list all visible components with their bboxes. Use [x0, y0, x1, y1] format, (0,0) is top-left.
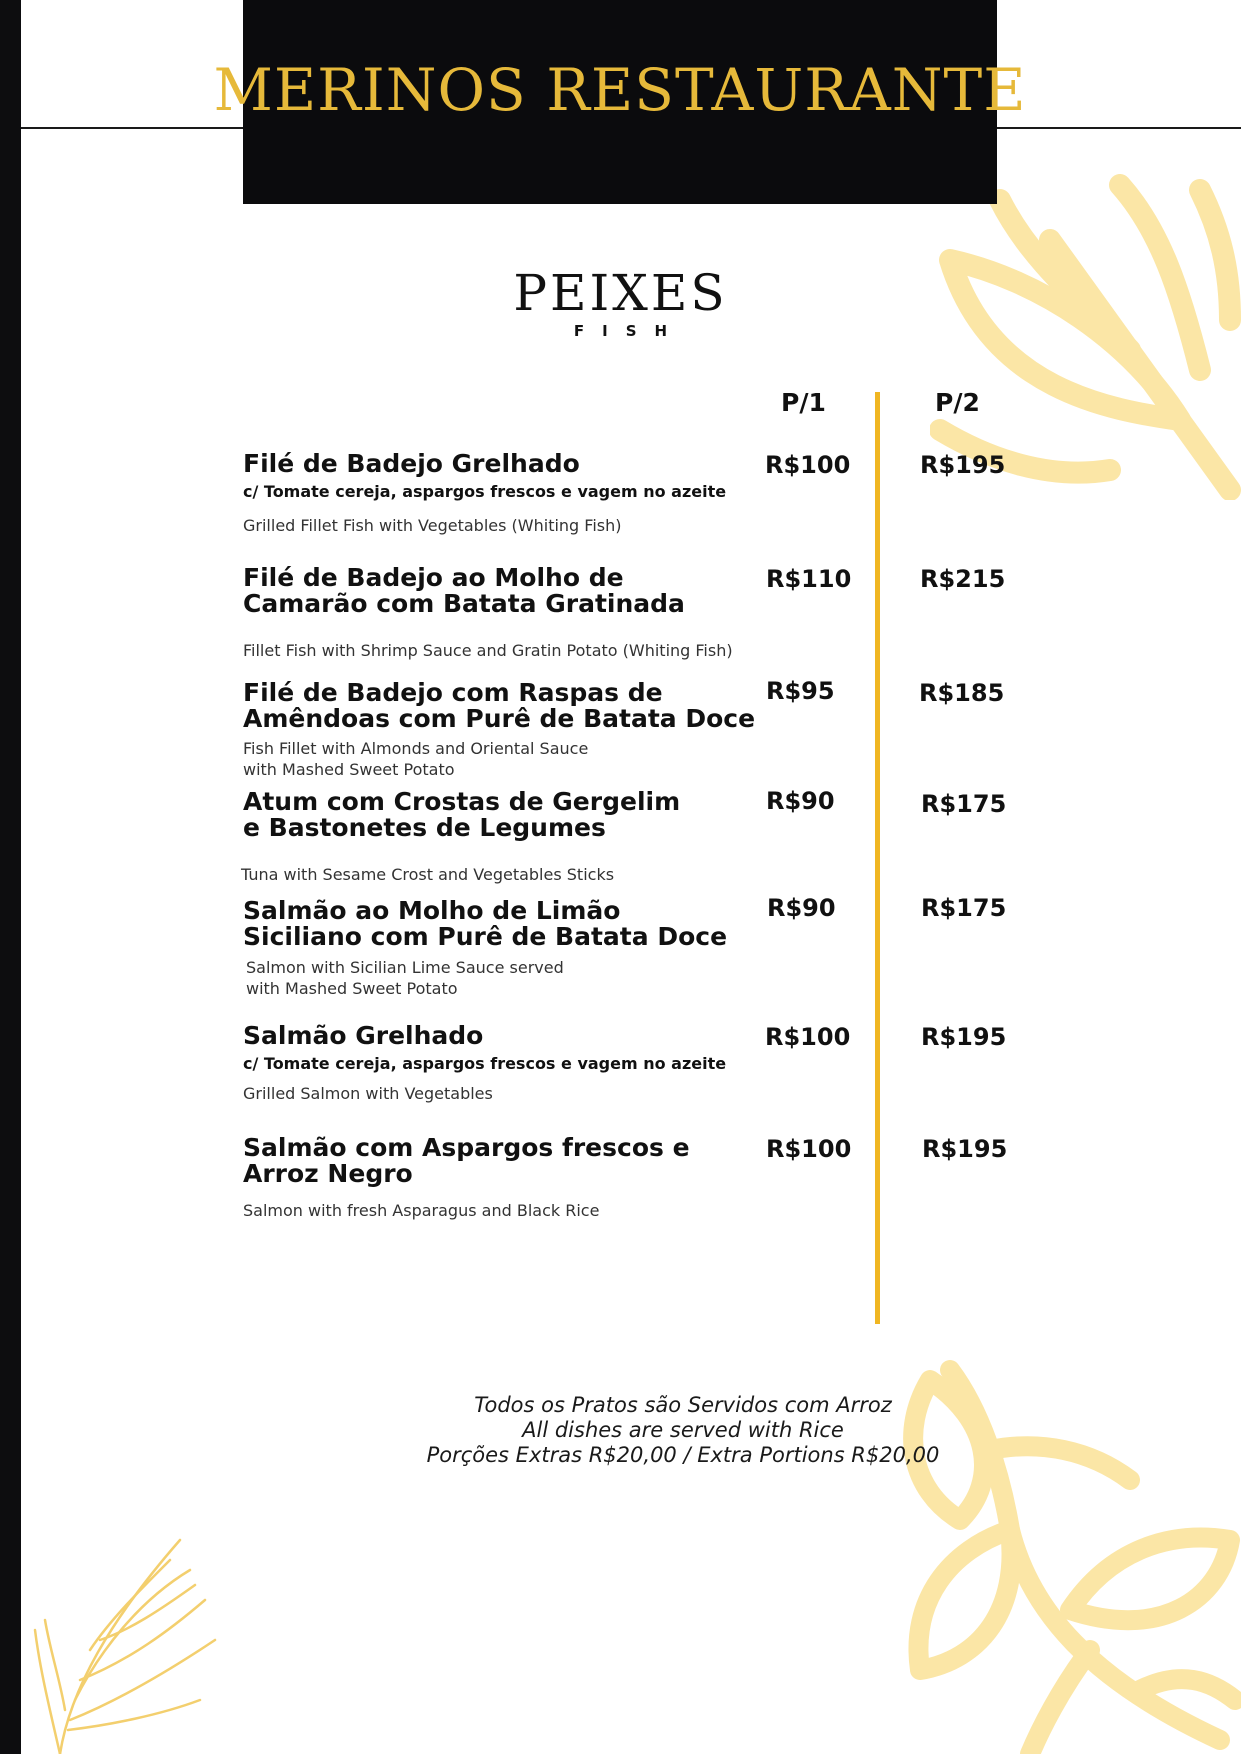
menu-item — [243, 898, 963, 999]
menu-item — [243, 565, 963, 661]
dish-note: c/ Tomate cereja, aspargos frescos e vagem no azeite — [243, 1054, 727, 1073]
price-p1: R$100 — [765, 451, 851, 479]
menu-item — [243, 1023, 963, 1104]
price-p1: R$90 — [767, 894, 836, 922]
header-rule-left — [21, 127, 243, 129]
dish-note: c/ Tomate cereja, aspargos frescos e vagem no azeite — [243, 482, 727, 501]
menu-footer-note — [0, 1393, 1241, 1468]
price-p2: R$175 — [921, 894, 1007, 922]
menu-item — [243, 1135, 963, 1221]
footer-line-1: Todos os Pratos são Servidos com Arroz — [474, 1393, 892, 1417]
footer-line-2: All dishes are served with Rice — [522, 1418, 844, 1442]
dish-description: Fish Fillet with Almonds and Oriental Sauce with Mashed Sweet Potato — [243, 739, 589, 779]
dish-name: Filé de Badejo ao Molho de Camarão com Batata Gratinada — [243, 563, 685, 618]
restaurant-name: MERINOS RESTAURANTE — [213, 56, 1027, 124]
price-p2: R$195 — [920, 451, 1006, 479]
dish-name: Filé de Badejo Grelhado — [243, 449, 580, 478]
price-p1: R$100 — [765, 1023, 851, 1051]
dish-name: Salmão com Aspargos frescos e Arroz Negro — [243, 1133, 690, 1188]
dish-name: Atum com Crostas de Gergelim e Bastonetes de Legumes — [243, 787, 681, 842]
price-p2: R$175 — [921, 790, 1007, 818]
price-p1: R$95 — [766, 677, 835, 705]
price-p1: R$100 — [766, 1135, 852, 1163]
price-p2: R$215 — [920, 565, 1006, 593]
dish-description: Salmon with fresh Asparagus and Black Rice — [243, 1201, 600, 1220]
header-banner — [213, 0, 1027, 204]
column-header-p2: P/2 — [935, 388, 980, 417]
dish-description: Grilled Fillet Fish with Vegetables (Whiting Fish) — [243, 516, 622, 535]
dish-name: Filé de Badejo com Raspas de Amêndoas com Purê de Batata Doce — [243, 678, 756, 733]
dish-description: Fillet Fish with Shrimp Sauce and Gratin Potato (Whiting Fish) — [243, 641, 733, 660]
menu-item — [243, 789, 963, 885]
left-border-bar — [0, 0, 21, 1754]
price-p2: R$195 — [921, 1023, 1007, 1051]
footer-line-3: Porções Extras R$20,00 / Extra Portions R$20,00 — [426, 1443, 940, 1467]
menu-item — [243, 680, 963, 780]
dish-name: Salmão ao Molho de Limão Siciliano com Purê de Batata Doce — [243, 896, 728, 951]
header-rule-right — [997, 127, 1241, 129]
section-title-main: PEIXES — [513, 264, 728, 322]
column-header-p1: P/1 — [781, 388, 826, 417]
dish-description: Grilled Salmon with Vegetables — [243, 1084, 493, 1103]
price-p2: R$195 — [922, 1135, 1008, 1163]
dish-description: Salmon with Sicilian Lime Sauce served with Mashed Sweet Potato — [246, 958, 564, 998]
section-title — [0, 264, 1241, 340]
price-p1: R$90 — [766, 787, 835, 815]
price-p1: R$110 — [766, 565, 852, 593]
menu-item — [243, 451, 963, 536]
dish-name: Salmão Grelhado — [243, 1021, 484, 1050]
dish-description: Tuna with Sesame Crost and Vegetables Sticks — [241, 865, 615, 884]
section-title-sub: FISH — [573, 322, 686, 340]
price-p2: R$185 — [919, 679, 1005, 707]
leaf-decoration-bottom-left-icon — [30, 1530, 220, 1754]
